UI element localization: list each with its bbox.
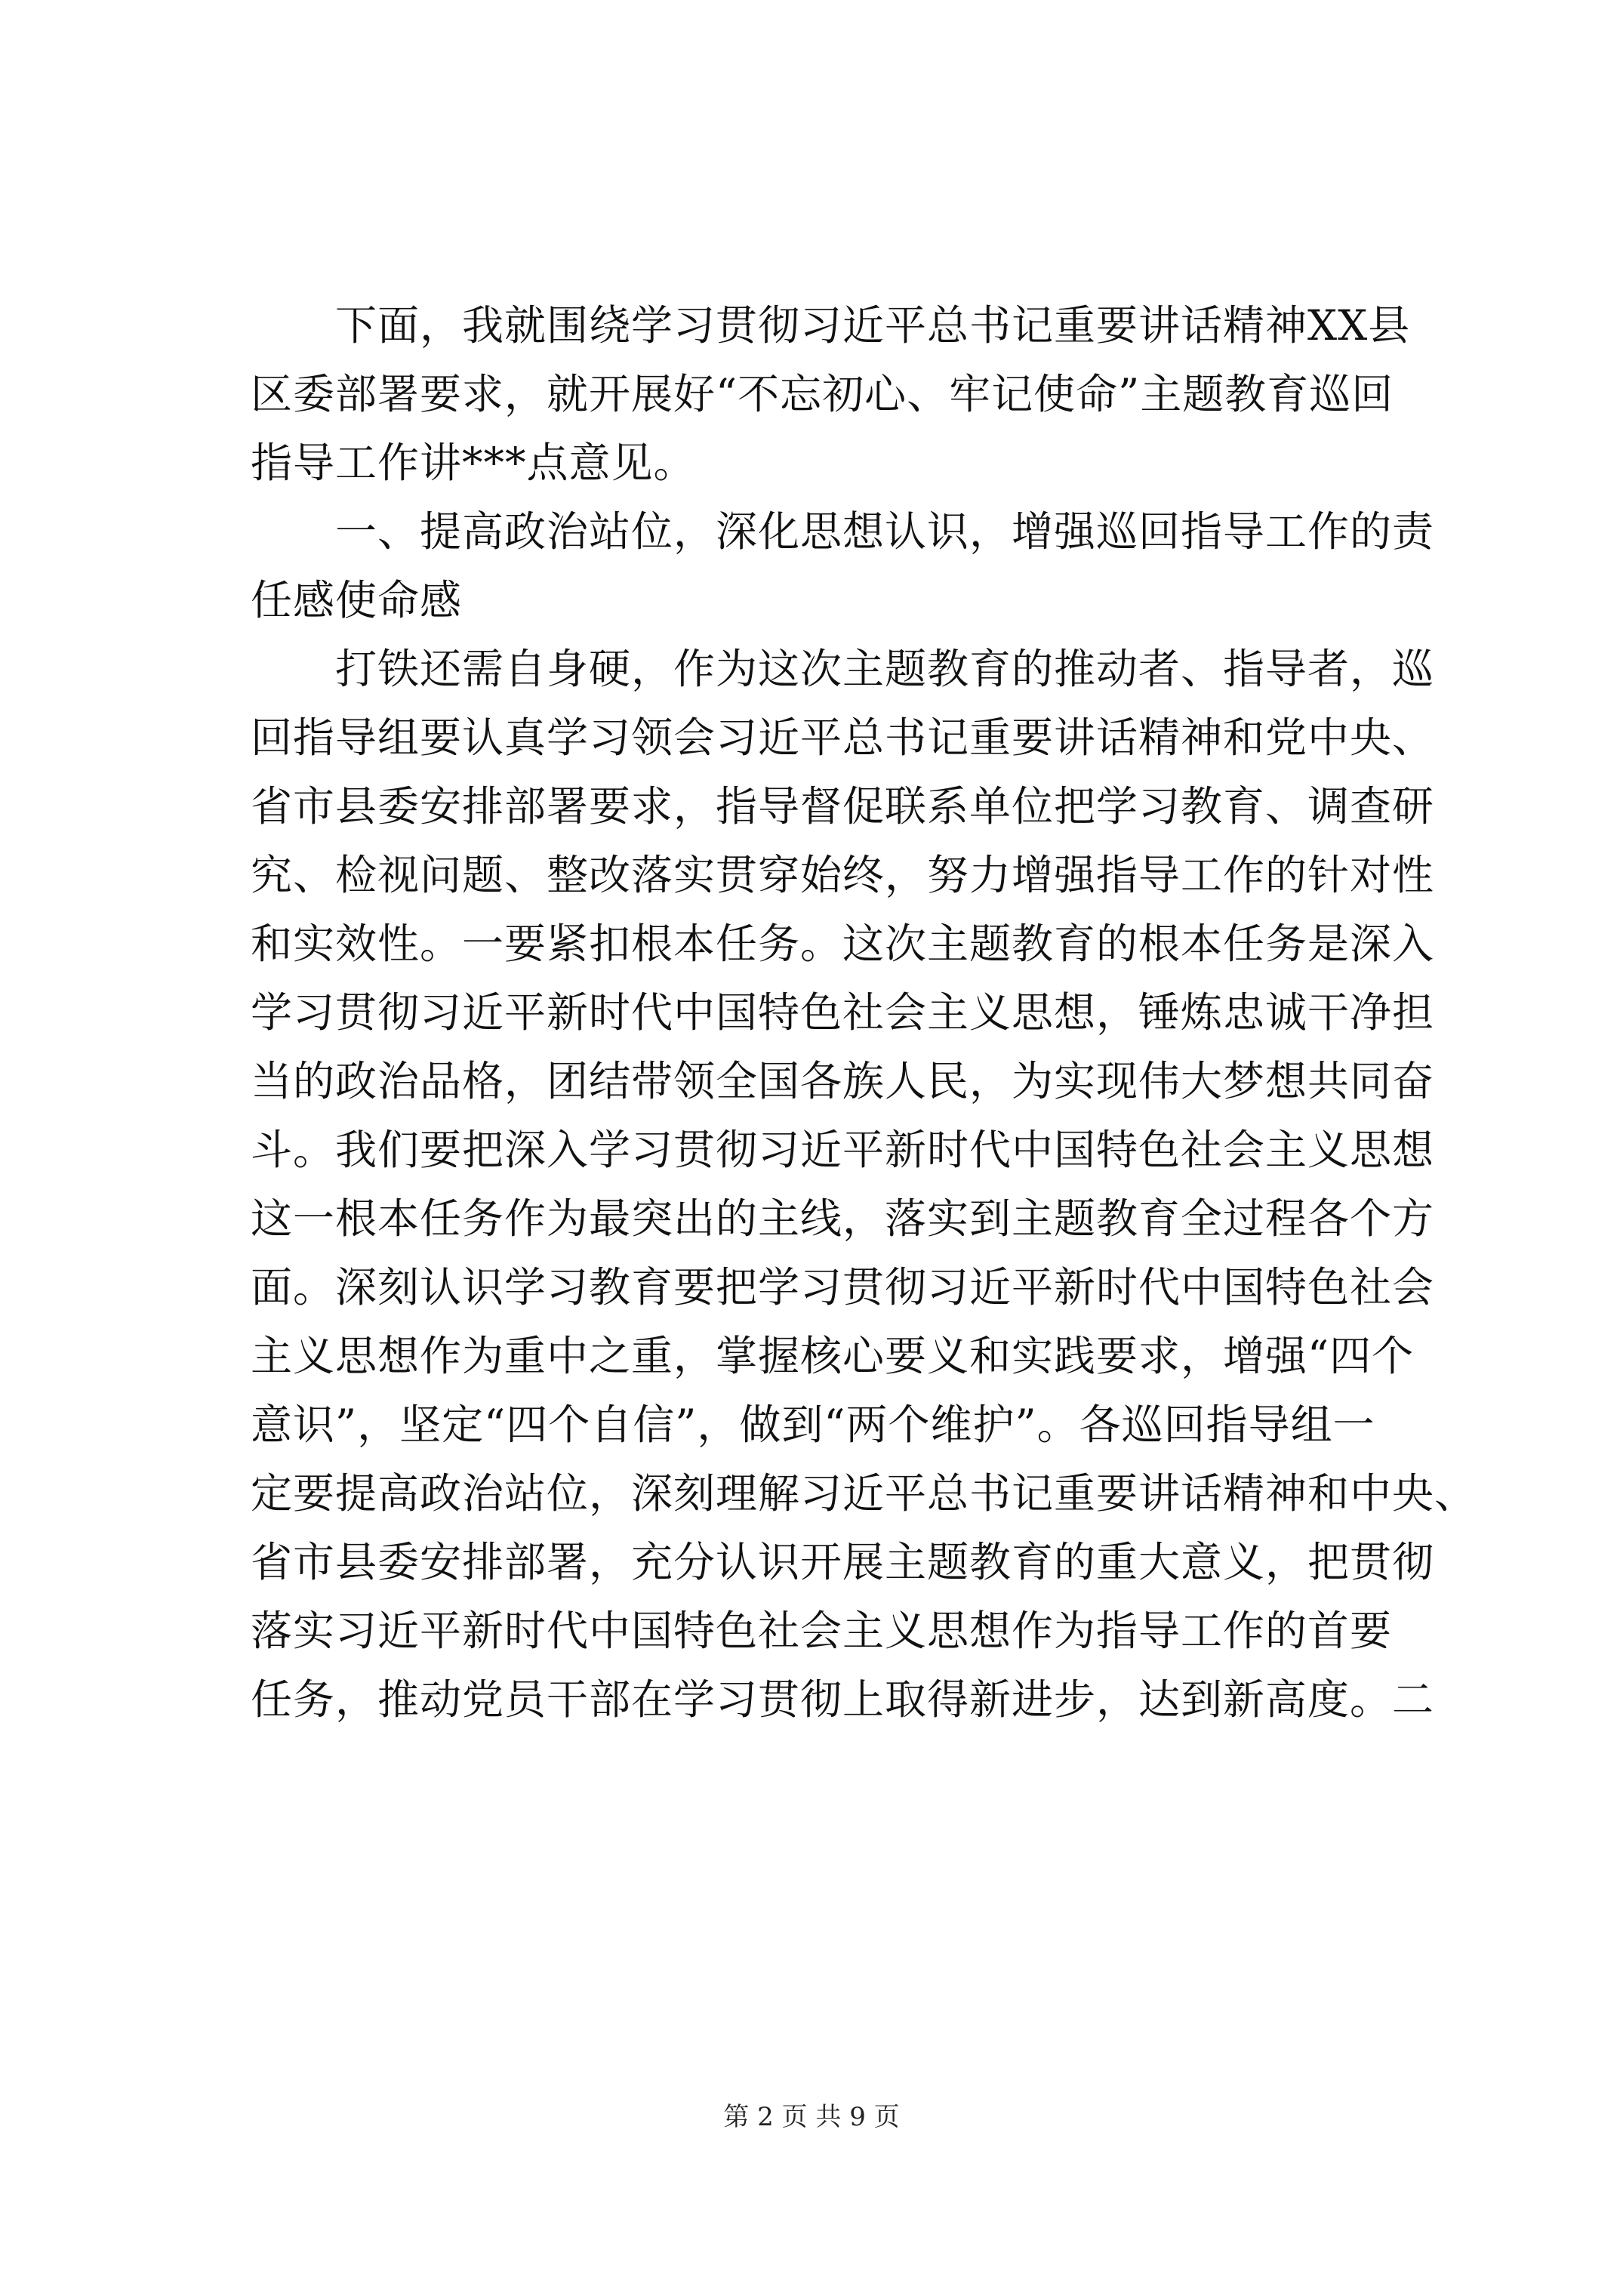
section-heading-line: 一、提高政治站位，深化思想认识，增强巡回指导工作的责 (251, 507, 1435, 556)
text-line: 主义思想作为重中之重，掌握核心要义和实践要求，增强“四个 (251, 1332, 1415, 1380)
text-line: 省市县委安排部署要求，指导督促联系单位把学习教育、调查研 (251, 782, 1435, 831)
text-line: 省市县委安排部署，充分认识开展主题教育的重大意义，把贯彻 (251, 1538, 1435, 1586)
text-line: 意识”，坚定“四个自信”，做到“两个维护”。各巡回指导组一 (251, 1401, 1375, 1449)
text-line: 任务，推动党员干部在学习贯彻上取得新进步，达到新高度。二 (251, 1675, 1435, 1724)
text-line: 面。深刻认识学习教育要把学习贯彻习近平新时代中国特色社会 (251, 1263, 1435, 1311)
text-line: 究、检视问题、整改落实贯穿始终，努力增强指导工作的针对性 (251, 851, 1435, 899)
text-line: 斗。我们要把深入学习贯彻习近平新时代中国特色社会主义思想 (251, 1126, 1435, 1174)
body-text (251, 291, 1477, 1734)
text-line: 和实效性。一要紧扣根本任务。这次主题教育的根本任务是深入 (251, 920, 1435, 968)
text-line: 落实习近平新时代中国特色社会主义思想作为指导工作的首要 (251, 1607, 1393, 1655)
section-heading-line: 任感使命感 (251, 576, 463, 624)
text-line: 回指导组要认真学习领会习近平总书记重要讲话精神和党中央、 (251, 713, 1435, 762)
text-line: 这一根本任务作为最突出的主线，落实到主题教育全过程各个方 (251, 1194, 1435, 1243)
text-line: 打铁还需自身硬，作为这次主题教育的推动者、指导者，巡 (251, 645, 1435, 693)
text-line: 指导工作讲***点意见。 (251, 439, 696, 487)
text-line: 下面，我就围绕学习贯彻习近平总书记重要讲话精神XX县 (251, 301, 1411, 350)
text-line: 区委部署要求，就开展好“不忘初心、牢记使命”主题教育巡回 (251, 370, 1394, 418)
text-line: 当的政治品格，团结带领全国各族人民，为实现伟大梦想共同奋 (251, 1057, 1435, 1105)
text-line: 学习贯彻习近平新时代中国特色社会主义思想，锤炼忠诚干净担 (251, 988, 1435, 1037)
page-number-footer: 第 2 页 共 9 页 (723, 2102, 900, 2132)
text-line: 定要提高政治站位，深刻理解习近平总书记重要讲话精神和中央、 (251, 1469, 1477, 1518)
